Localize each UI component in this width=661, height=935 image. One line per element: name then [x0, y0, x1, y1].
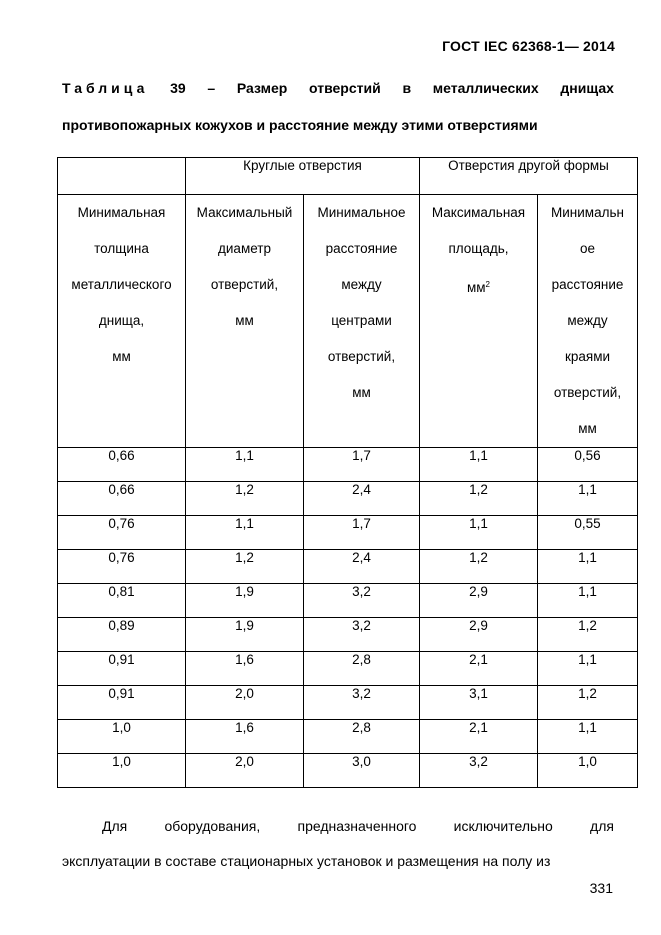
caption-word: отверстий [309, 80, 381, 96]
unit-superscript: 2 [485, 280, 490, 289]
table-cell: 1,1 [186, 448, 304, 482]
table-cell: 2,0 [186, 754, 304, 788]
table-cell: 0,66 [58, 482, 186, 516]
paragraph-word: Для [102, 818, 128, 834]
table-row [58, 550, 638, 584]
group-header-row [58, 158, 638, 195]
caption-word: в [402, 80, 412, 96]
header-line: толщина [94, 241, 149, 256]
table-cell: 3,2 [304, 584, 420, 618]
table-cell: 2,4 [304, 482, 420, 516]
header-line: расстояние [325, 241, 398, 256]
table-cell: 0,76 [58, 550, 186, 584]
table-cell: 0,55 [538, 516, 638, 550]
table-cell: 1,0 [538, 754, 638, 788]
header-line: расстояние [551, 277, 624, 292]
table-cell: 2,4 [304, 550, 420, 584]
table-cell: 1,9 [186, 584, 304, 618]
paragraph-line2: эксплуатации в составе стационарных установок и размещения на полу из [62, 853, 551, 869]
header-line: между [567, 313, 608, 328]
header-line: мм [235, 313, 254, 328]
page-number: 331 [589, 880, 613, 896]
table-cell: 3,1 [420, 686, 538, 720]
header-line: Максимальная [431, 205, 526, 220]
table-cell: 1,2 [186, 482, 304, 516]
header-line: отверстий, [553, 385, 622, 400]
table-cell: 2,1 [420, 720, 538, 754]
table-cell: 2,0 [186, 686, 304, 720]
table-cell: 3,2 [304, 618, 420, 652]
table-cell: 1,1 [538, 652, 638, 686]
table-cell: 1,2 [420, 482, 538, 516]
header-line: Минимальная [77, 205, 166, 220]
table-cell: 0,66 [58, 448, 186, 482]
header-line: Минимальное [317, 205, 406, 220]
header-min-center-distance [304, 195, 420, 448]
table-cell: 2,9 [420, 618, 538, 652]
header-line: Максимальный [196, 205, 293, 220]
table-row [58, 516, 638, 550]
header-line: металлического [71, 277, 172, 292]
table-row [58, 448, 638, 482]
table-cell: 1,2 [420, 550, 538, 584]
table-cell: 1,0 [58, 720, 186, 754]
table-cell: 1,6 [186, 652, 304, 686]
table-cell: 1,7 [304, 448, 420, 482]
paragraph-word: предназначенного [297, 818, 417, 834]
table-row [58, 618, 638, 652]
paragraph-word: исключительно [453, 818, 553, 834]
group-header-other: Отверстия другой формы [420, 158, 638, 195]
header-min-thickness [58, 195, 186, 448]
table-row [58, 652, 638, 686]
table-row [58, 754, 638, 788]
table-cell: 1,9 [186, 618, 304, 652]
paragraph-line1 [62, 818, 614, 834]
table-cell: 2,9 [420, 584, 538, 618]
document-code: ГОСТ IEC 62368-1— 2014 [442, 38, 615, 54]
table-cell: 3,0 [304, 754, 420, 788]
table-cell: 1,1 [186, 516, 304, 550]
table-cell: 1,1 [538, 720, 638, 754]
table-cell: 1,1 [538, 550, 638, 584]
table-row [58, 686, 638, 720]
table-cell: 0,91 [58, 686, 186, 720]
table-cell: 1,7 [304, 516, 420, 550]
header-min-edge-distance [538, 195, 638, 448]
table-cell: 2,8 [304, 720, 420, 754]
table-cell: 1,2 [538, 686, 638, 720]
table-cell: 1,6 [186, 720, 304, 754]
table-row [58, 584, 638, 618]
header-line: Минимальн [551, 205, 624, 220]
header-max-diameter [186, 195, 304, 448]
table-cell: 1,1 [420, 448, 538, 482]
caption-word: днищах [560, 80, 614, 96]
unit-text: мм [466, 280, 486, 295]
header-line [420, 267, 537, 306]
header-line: отверстий, [210, 277, 279, 292]
table-caption-line1 [62, 80, 614, 96]
table-cell: 0,91 [58, 652, 186, 686]
table-cell: 1,1 [420, 516, 538, 550]
table-cell: 1,2 [538, 618, 638, 652]
holes-table [57, 157, 638, 788]
caption-word: Размер [236, 80, 288, 96]
header-line: отверстий, [327, 349, 396, 364]
table-cell: 3,2 [304, 686, 420, 720]
header-line: краями [564, 349, 611, 364]
caption-word: металлических [432, 80, 539, 96]
header-line: днища, [98, 313, 145, 328]
caption-word: Таблица [62, 80, 149, 96]
table-cell: 0,89 [58, 618, 186, 652]
caption-word: – [207, 80, 216, 96]
table-cell: 1,2 [186, 550, 304, 584]
table-row [58, 720, 638, 754]
caption-word: 39 [170, 80, 186, 96]
table-cell: 0,81 [58, 584, 186, 618]
table-cell: 2,8 [304, 652, 420, 686]
table-cell: 1,1 [538, 482, 638, 516]
table-cell: 0,76 [58, 516, 186, 550]
header-line: мм [578, 421, 597, 436]
header-line: площадь, [448, 241, 509, 256]
table-caption-line2: противопожарных кожухов и расстояние между этими отверстиями [62, 117, 538, 133]
paragraph-word: для [590, 818, 614, 834]
header-line: мм [112, 349, 131, 364]
group-header-empty [58, 158, 186, 195]
table-cell: 0,56 [538, 448, 638, 482]
header-line: мм [352, 385, 371, 400]
header-max-area [420, 195, 538, 448]
paragraph-word: оборудования, [164, 818, 261, 834]
header-line: ое [579, 241, 596, 256]
header-line: центрами [331, 313, 392, 328]
table-cell: 3,2 [420, 754, 538, 788]
group-header-round: Круглые отверстия [186, 158, 420, 195]
column-header-row [58, 195, 638, 448]
header-line: между [341, 277, 382, 292]
table-cell: 1,1 [538, 584, 638, 618]
table-cell: 2,1 [420, 652, 538, 686]
table-cell: 1,0 [58, 754, 186, 788]
header-line: диаметр [218, 241, 271, 256]
table-row [58, 482, 638, 516]
